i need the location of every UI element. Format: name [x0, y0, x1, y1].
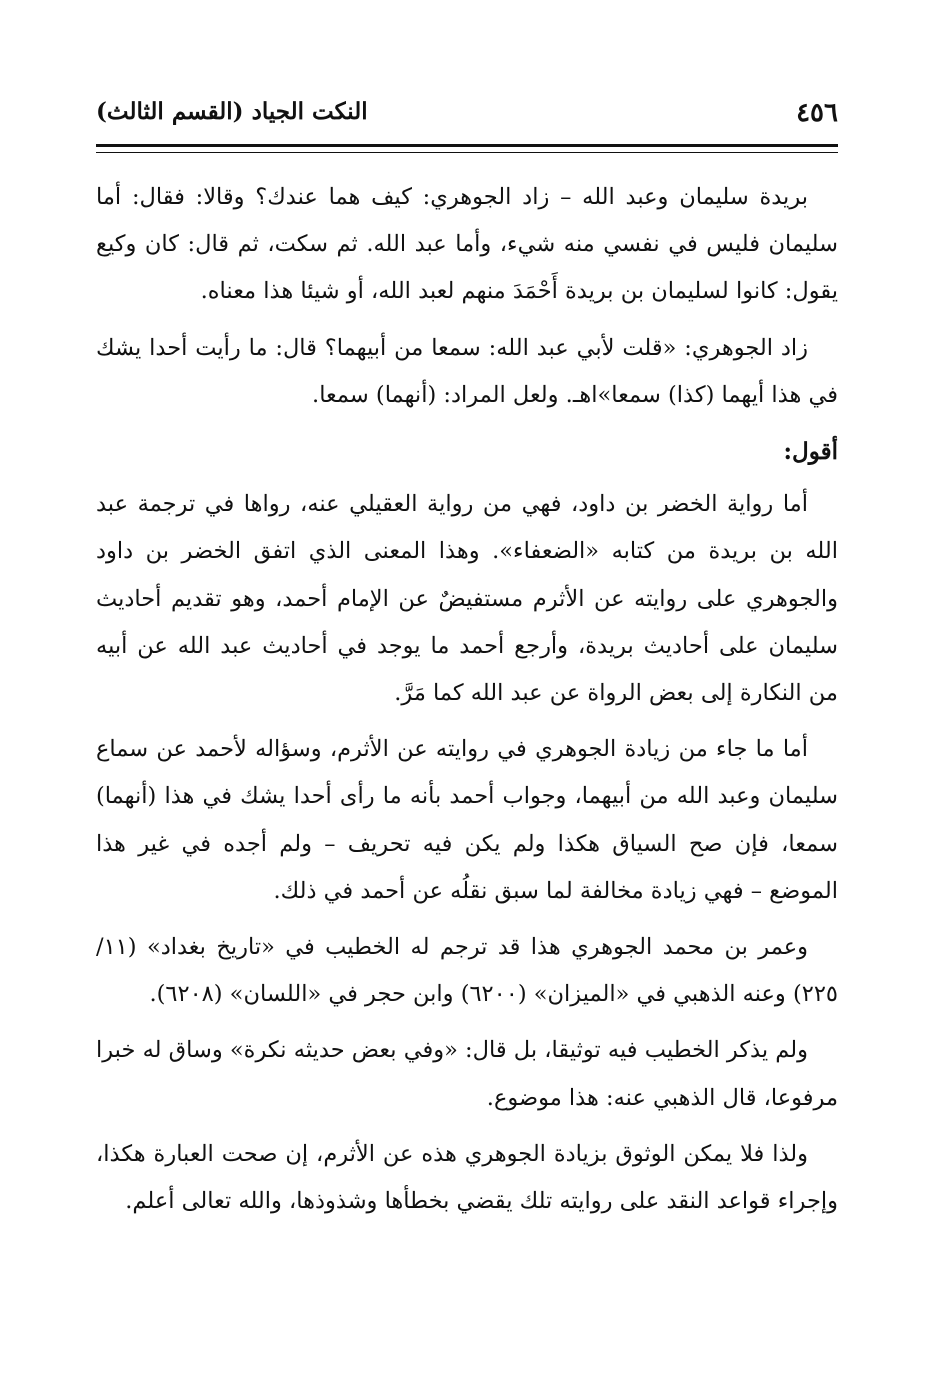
paragraph: ولم يذكر الخطيب فيه توثيقا، بل قال: «وفي بعض حديثه نكرة» وساق له خبرا مرفوعا، قال الذهبي عنه: هذا موضوع.	[96, 1037, 838, 1111]
running-title: النكت الجياد (القسم الثالث)	[96, 98, 368, 125]
section-heading: أقول:	[783, 438, 838, 466]
paragraph: أما رواية الخضر بن داود، فهي من رواية العقيلي عنه، رواها في ترجمة عبد الله بن بريدة من كتابه «الضعفاء». وهذا المعنى الذي اتفق الخضر بن داود والجوهري على روايته عن الأثرم مستفيضٌ عن الإمام أحمد، وهو تقديم أحاديث سليمان على أحاديث بريدة، وأرجع أحمد ما يوجد في أحاديث عبد الله عن أبيه من النكارة إلى بعض الرواة عن عبد الله كما مَرَّ.	[96, 491, 838, 707]
paragraph: ولذا فلا يمكن الوثوق بزيادة الجوهري هذه عن الأثرم، إن صحت العبارة هكذا، وإجراء قواعد النقد على روايته تلك يقضي بخطأها وشذوذها، والله تعالى أعلم.	[96, 1140, 838, 1215]
page-header	[96, 96, 838, 142]
page-number: ٤٥٦	[796, 98, 838, 128]
paragraph: بريدة سليمان وعبد الله – زاد الجوهري: كيف هما عندك؟ وقالا: فقال: أما سليمان فليس في نفسي منه شيء، وأما عبد الله. ثم سكت، ثم قال: كان وكيع يقول: كانوا لسليمان بن بريدة أَحْمَدَ منهم لعبد الله، أو شيئا هذا معناه.	[96, 184, 838, 305]
paragraph: وعمر بن محمد الجوهري هذا قد ترجم له الخطيب في «تاريخ بغداد» (١١/ ٢٢٥) وعنه الذهبي في «الميزان» (٦٢٠٠) وابن حجر في «اللسان» (٦٢٠٨).	[96, 934, 838, 1008]
paragraph: زاد الجوهري: «قلت لأبي عبد الله: سمعا من أبيهما؟ قال: ما رأيت أحدا يشك في هذا أيهما (كذا) سمعا»اهـ. ولعل المراد: (أنهما) سمعا.	[96, 334, 838, 408]
paragraph: أما ما جاء من زيادة الجوهري في روايته عن الأثرم، وسؤاله لأحمد عن سماع سليمان وعبد الله من أبيهما، وجواب أحمد بأنه ما رأى أحدا يشك في هذا (أنهما) سمعا، فإن صح السياق هكذا ولم يكن فيه تحريف – ولم أجده في غير هذا الموضع – فهي زيادة مخالفة لما سبق نقلُه عن أحمد في ذلك.	[96, 736, 838, 904]
body-text	[96, 174, 838, 1234]
header-rule-thin	[96, 152, 838, 153]
header-rule-thick	[96, 144, 838, 147]
